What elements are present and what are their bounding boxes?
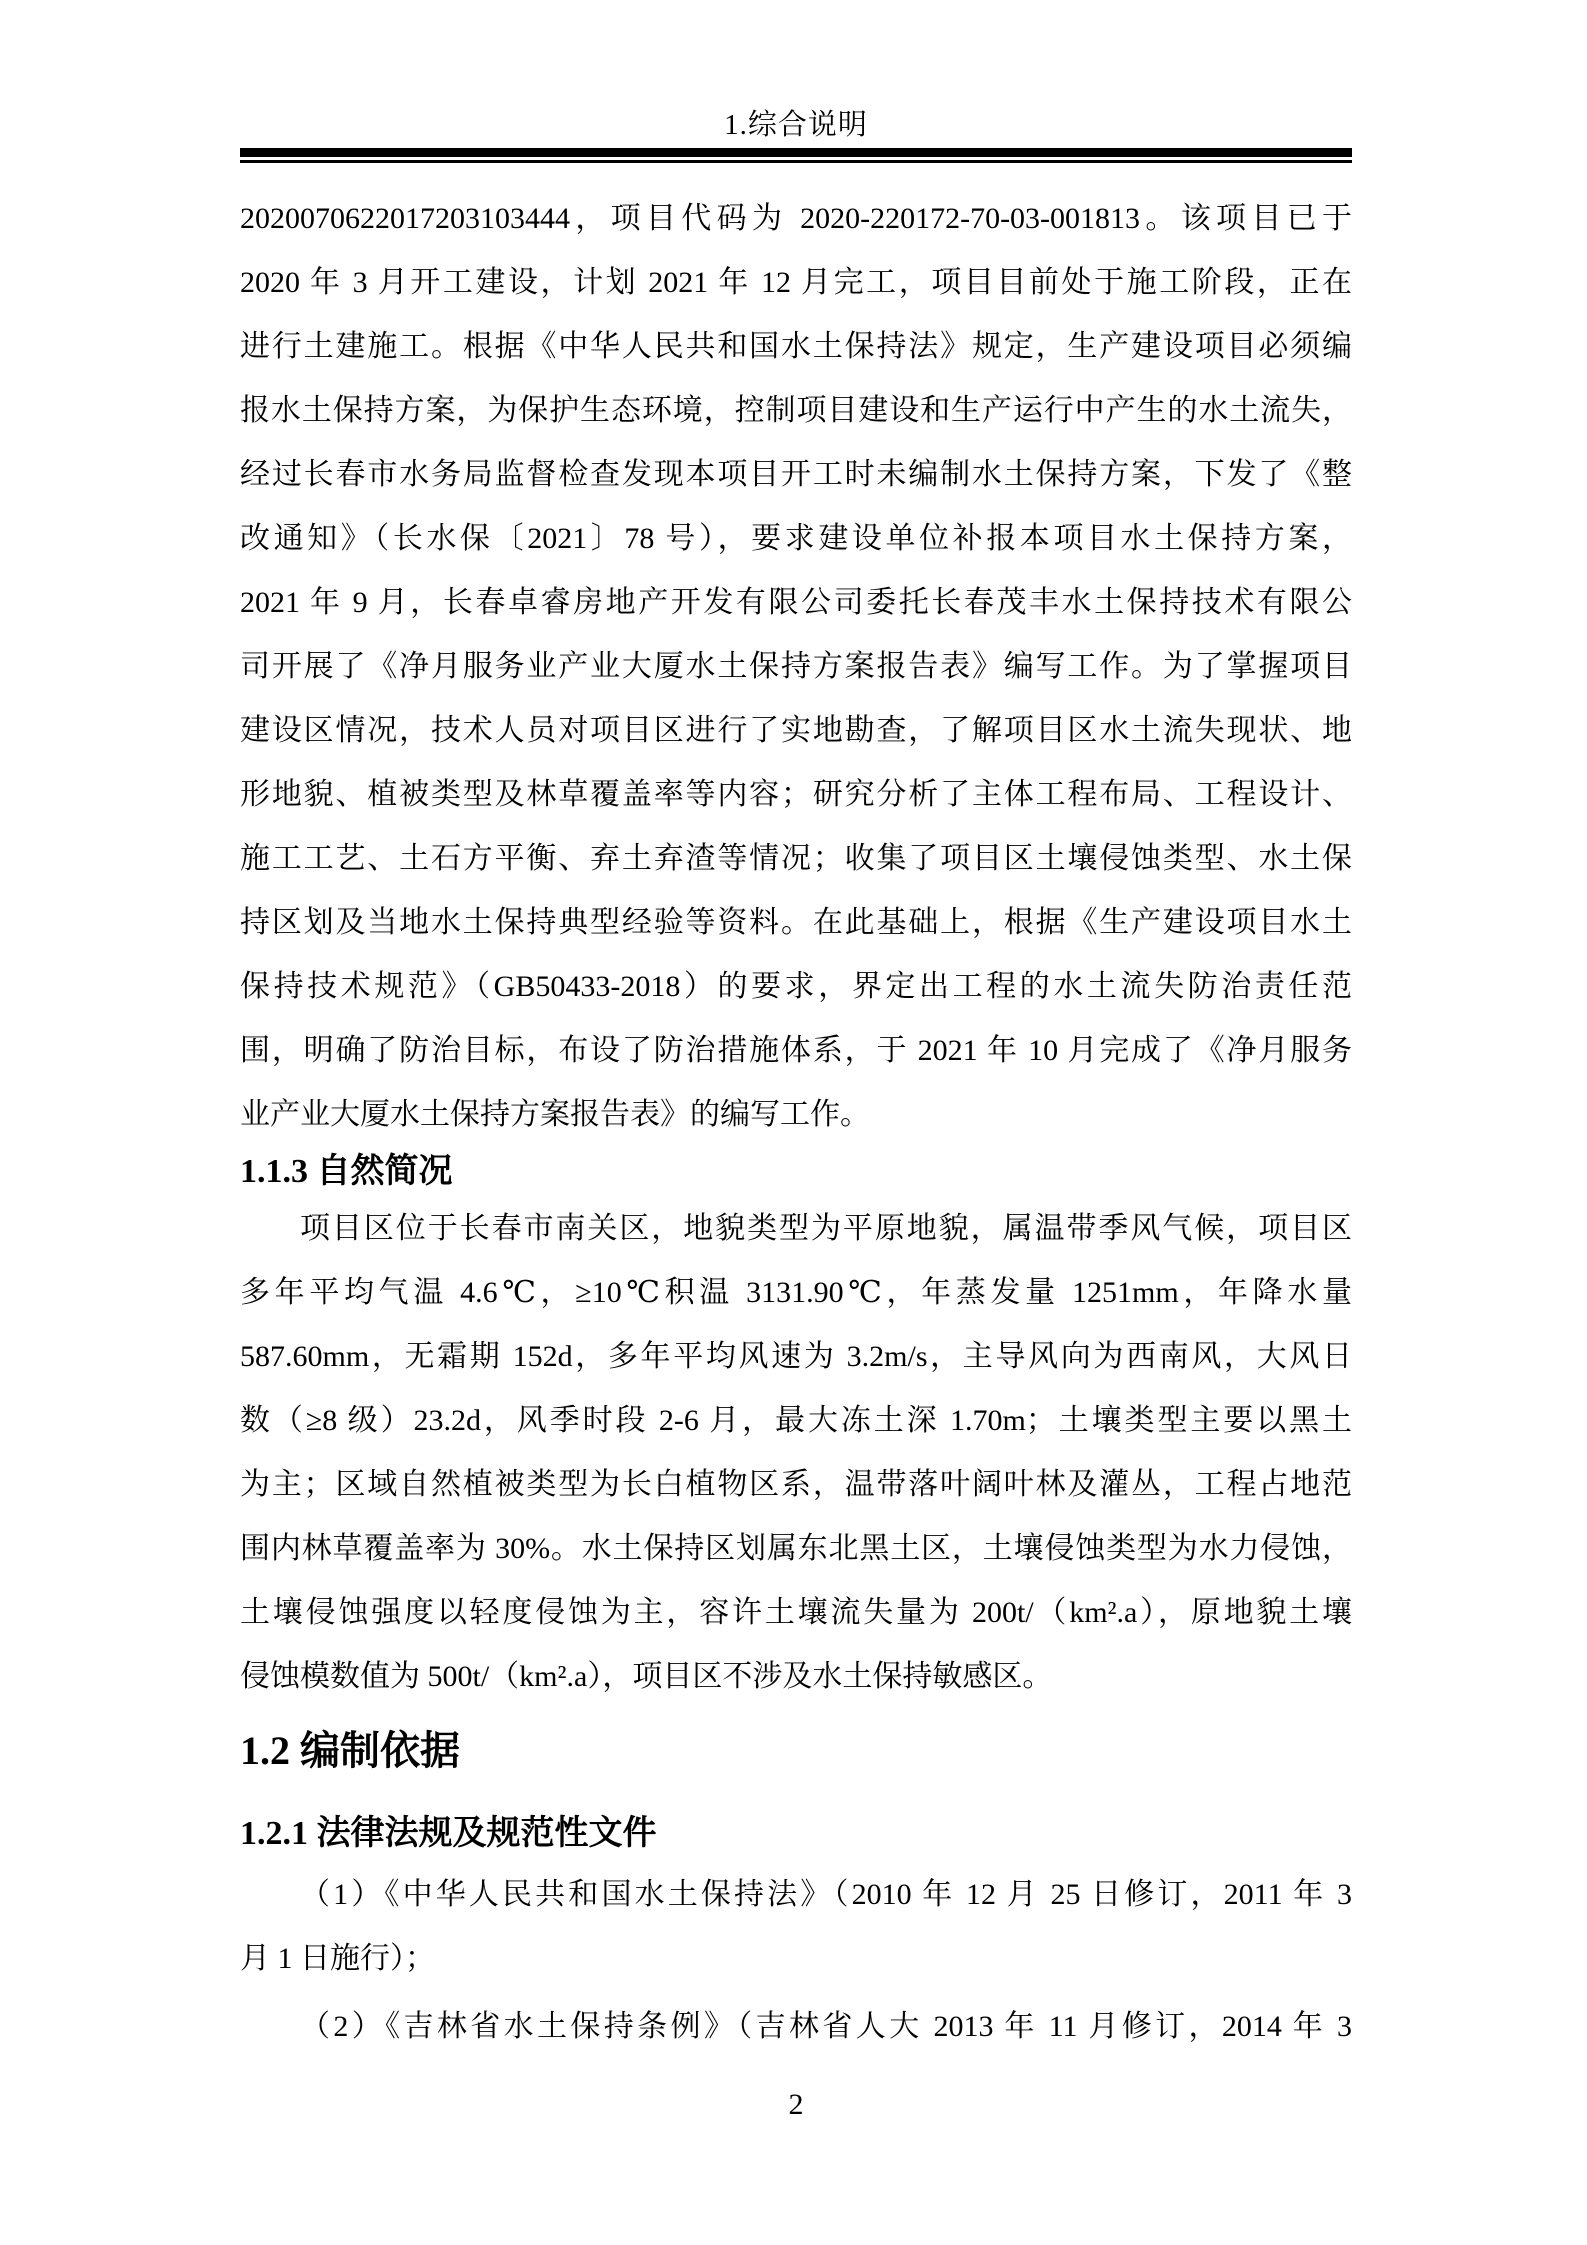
body-line: 围，明确了防治目标，布设了防治措施体系，于 2021 年 10 月完成了《净月服务 xyxy=(240,1034,1352,1067)
body-line: 形地貌、植被类型及林草覆盖率等内容；研究分析了主体工程布局、工程设计、 xyxy=(240,778,1352,811)
body-line: 司开展了《净月服务业产业大厦水土保持方案报告表》编写工作。为了掌握项目 xyxy=(240,650,1352,683)
page-header xyxy=(240,0,1352,163)
page-footer xyxy=(240,2087,1352,2123)
section-heading: 1.2.1 法律法规及规范性文件 xyxy=(240,1815,657,1852)
body-line: 2020070622017203103444，项目代码为 2020-220172-70-03-001813。该项目已于 xyxy=(240,202,1352,235)
body-line: 报水土保持方案，为保护生态环境，控制项目建设和生产运行中产生的水土流失， xyxy=(240,394,1352,427)
body-line: 2021 年 9 月，长春卓睿房地产开发有限公司委托长春茂丰水土保持技术有限公 xyxy=(240,586,1352,619)
paragraph xyxy=(240,1995,1352,2059)
body-line: （2）《吉林省水土保持条例》（吉林省人大 2013 年 11 月修订，2014 年 3 xyxy=(300,2010,1352,2043)
body-line: 为主；区域自然植被类型为长白植物区系，温带落叶阔叶林及灌丛，工程占地范 xyxy=(240,1468,1352,1501)
body-line: 建设区情况，技术人员对项目区进行了实地勘查，了解项目区水土流失现状、地 xyxy=(240,714,1352,747)
section-heading: 1.2 编制依据 xyxy=(240,1728,460,1773)
body-line: 持区划及当地水土保持典型经验等资料。在此基础上，根据《生产建设项目水土 xyxy=(240,906,1352,939)
header-rule-thin xyxy=(240,160,1352,163)
body-line: 经过长春市水务局监督检查发现本项目开工时未编制水土保持方案，下发了《整 xyxy=(240,458,1352,491)
body-line: 业产业大厦水土保持方案报告表》的编写工作。 xyxy=(240,1098,870,1131)
body-line: 2020 年 3 月开工建设，计划 2021 年 12 月完工，项目目前处于施工阶段，正在 xyxy=(240,266,1352,299)
section-heading: 1.1.3 自然简况 xyxy=(240,1153,453,1190)
document-body xyxy=(240,187,1352,2059)
paragraph xyxy=(240,187,1352,1147)
body-line: 改通知》（长水保〔2021〕78 号），要求建设单位补报本项目水土保持方案， xyxy=(240,522,1352,555)
body-line: 保持技术规范》（GB50433-2018）的要求，界定出工程的水土流失防治责任范 xyxy=(240,970,1352,1003)
page-number: 2 xyxy=(788,2088,804,2121)
body-line: 围内林草覆盖率为 30%。水土保持区划属东北黑土区，土壤侵蚀类型为水力侵蚀， xyxy=(240,1532,1352,1565)
paragraph xyxy=(240,1863,1352,1991)
body-line: 月 1 日施行）； xyxy=(240,1942,435,1975)
body-line: （1）《中华人民共和国水土保持法》（2010 年 12 月 25 日修订，2011 年 3 xyxy=(300,1878,1352,1911)
body-line: 多年平均气温 4.6℃，≥10℃积温 3131.90℃，年蒸发量 1251mm，年降水量 xyxy=(240,1276,1352,1309)
body-line: 施工工艺、土石方平衡、弃土弃渣等情况；收集了项目区土壤侵蚀类型、水土保 xyxy=(240,842,1352,875)
paragraph xyxy=(240,1197,1352,1709)
body-line: 数（≥8 级）23.2d，风季时段 2-6 月，最大冻土深 1.70m；土壤类型主要以黑土 xyxy=(240,1404,1352,1437)
body-line: 侵蚀模数值为 500t/（km².a），项目区不涉及水土保持敏感区。 xyxy=(240,1660,1053,1693)
body-line: 项目区位于长春市南关区，地貌类型为平原地貌，属温带季风气候，项目区 xyxy=(300,1212,1352,1245)
body-line: 587.60mm，无霜期 152d，多年平均风速为 3.2m/s，主导风向为西南风，大风日 xyxy=(240,1340,1352,1373)
body-line: 进行土建施工。根据《中华人民共和国水土保持法》规定，生产建设项目必须编 xyxy=(240,330,1352,363)
header-rule-thick xyxy=(240,148,1352,157)
body-line: 土壤侵蚀强度以轻度侵蚀为主，容许土壤流失量为 200t/（km².a），原地貌土壤 xyxy=(240,1596,1352,1629)
header-title: 1.综合说明 xyxy=(724,109,868,141)
